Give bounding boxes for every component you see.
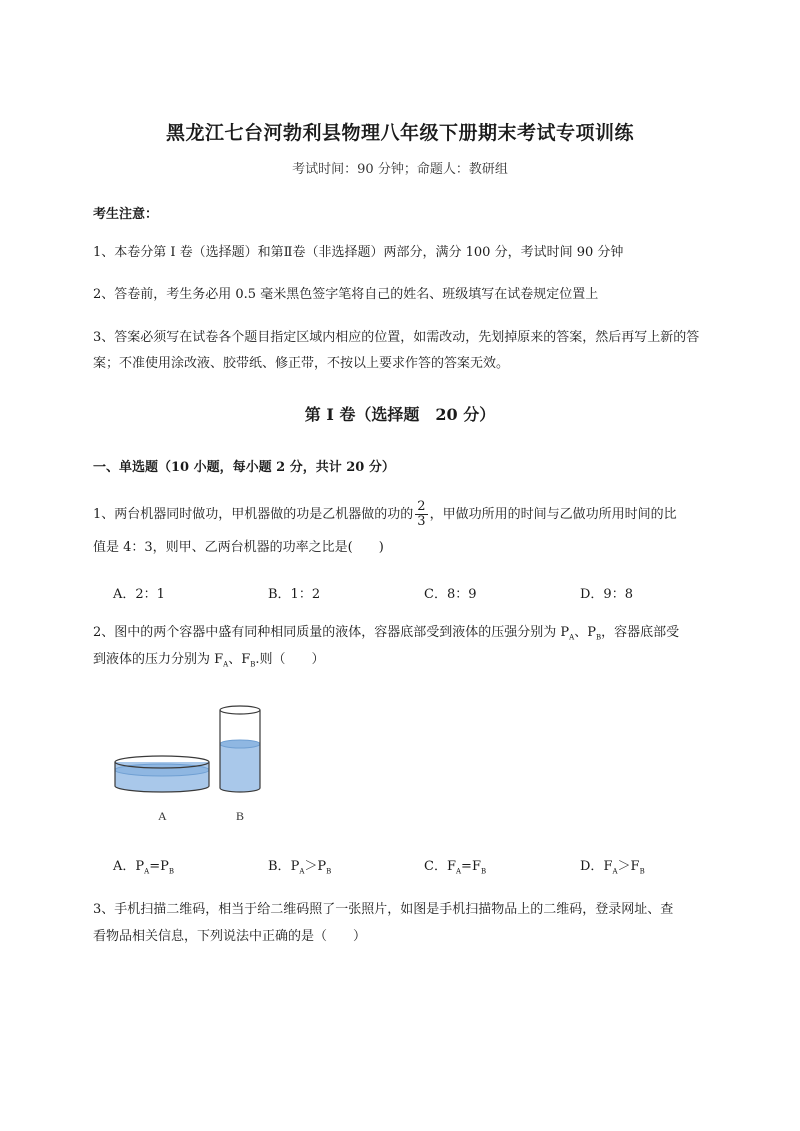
- page-title: 黑龙江七台河勃利县物理八年级下册期末考试专项训练: [165, 122, 634, 144]
- subscript-b: B: [595, 633, 602, 642]
- fraction-denominator: 3: [417, 514, 426, 529]
- q2-sep-2: 、F: [228, 652, 251, 667]
- q2-text-d: .则（ ）: [255, 652, 325, 667]
- q1-option-a[interactable]: A．2：1: [113, 587, 165, 602]
- q1-text-after: ，甲做功所用的时间与乙做功所用时间的比: [429, 507, 677, 522]
- subscript-a: A: [223, 660, 229, 669]
- q1-text-before: 1、两台机器同时做功，甲机器做的功是乙机器做的功的: [93, 507, 414, 522]
- subscript-b: B: [326, 867, 332, 876]
- q2-text-a: 2、图中的两个容器中盛有同种相同质量的液体，容器底部受到液体的压强分别为 P: [93, 625, 570, 640]
- label-b: B: [236, 809, 245, 823]
- fraction: [415, 500, 427, 529]
- notice-item-3: 3、答案必须写在试卷各个题目指定区域内相应的位置，如需改动，先划掉原来的答案，然后再写上新的答案；不准使用涂改液、胶带纸、修正带，不按以上要求作答的答案无效。: [93, 330, 700, 371]
- subscript-a: A: [144, 867, 150, 876]
- subscript-b: B: [168, 867, 174, 876]
- question-3: 3、手机扫描二维码，相当于给二维码照了一张照片，如图是手机扫描物品上的二维码，登录网址、查: [93, 902, 674, 917]
- subscript-a: A: [299, 867, 305, 876]
- subscript-b: B: [639, 867, 645, 876]
- q2-sep-1: 、P: [574, 625, 596, 640]
- option-letter: D．: [580, 859, 604, 874]
- q2-option-a[interactable]: [113, 855, 174, 876]
- label-a: A: [158, 809, 167, 823]
- q2-option-b[interactable]: [268, 855, 331, 876]
- option-sym: F: [603, 859, 613, 874]
- q1-line-2: 值是 4：3，则甲、乙两台机器的功率之比是( ): [93, 540, 384, 555]
- option-op: ＞P: [304, 859, 327, 874]
- containers-diagram: [105, 700, 275, 835]
- question-1: [93, 500, 733, 529]
- option-sym: P: [135, 859, 145, 874]
- q1-option-c[interactable]: C．8：9: [424, 587, 477, 602]
- option-op: =P: [149, 859, 169, 874]
- question-2: [93, 620, 743, 651]
- q2-text-b: ，容器底部受: [601, 625, 680, 640]
- option-op: =F: [461, 859, 481, 874]
- q2-text-c: 到液体的压力分别为 F: [93, 652, 224, 667]
- subscript-b: B: [480, 867, 487, 876]
- notice-item-1: 1、本卷分第 I 卷（选择题）和第Ⅱ卷（非选择题）两部分，满分 100 分，考试时间 90 分钟: [93, 245, 624, 260]
- option-sym: P: [290, 859, 300, 874]
- q1-option-d[interactable]: D．9：8: [580, 587, 633, 602]
- q3-line-2: 看物品相关信息，下列说法中正确的是（ ）: [93, 929, 367, 944]
- subscript-a: A: [569, 633, 575, 642]
- subscript-b: B: [250, 660, 256, 669]
- option-letter: C．: [424, 859, 447, 874]
- part-heading: 一、单选题（10 小题，每小题 2 分，共计 20 分）: [93, 460, 395, 475]
- option-op: ＞F: [617, 859, 640, 874]
- notice-heading: 考生注意：: [93, 207, 159, 222]
- option-sym: F: [446, 859, 456, 874]
- notice-item-2: 2、答卷前，考生务必用 0.5 毫米黑色签字笔将自己的姓名、班级填写在试卷规定位置上: [93, 287, 599, 302]
- q2-option-c[interactable]: [424, 855, 486, 876]
- section-title: 第 I 卷（选择题 20 分）: [304, 405, 496, 424]
- option-letter: A．: [113, 859, 136, 874]
- subscript-a: A: [612, 867, 618, 876]
- option-letter: B．: [268, 859, 291, 874]
- container-b: [220, 706, 260, 792]
- container-a: [115, 756, 209, 792]
- q2-line-2: [93, 647, 713, 678]
- q2-option-d[interactable]: [580, 855, 645, 876]
- q1-option-b[interactable]: B．1：2: [268, 587, 321, 602]
- subscript-a: A: [455, 867, 462, 876]
- fraction-numerator: 2: [417, 499, 426, 514]
- exam-info: 考试时间：90 分钟；命题人：教研组: [292, 162, 508, 177]
